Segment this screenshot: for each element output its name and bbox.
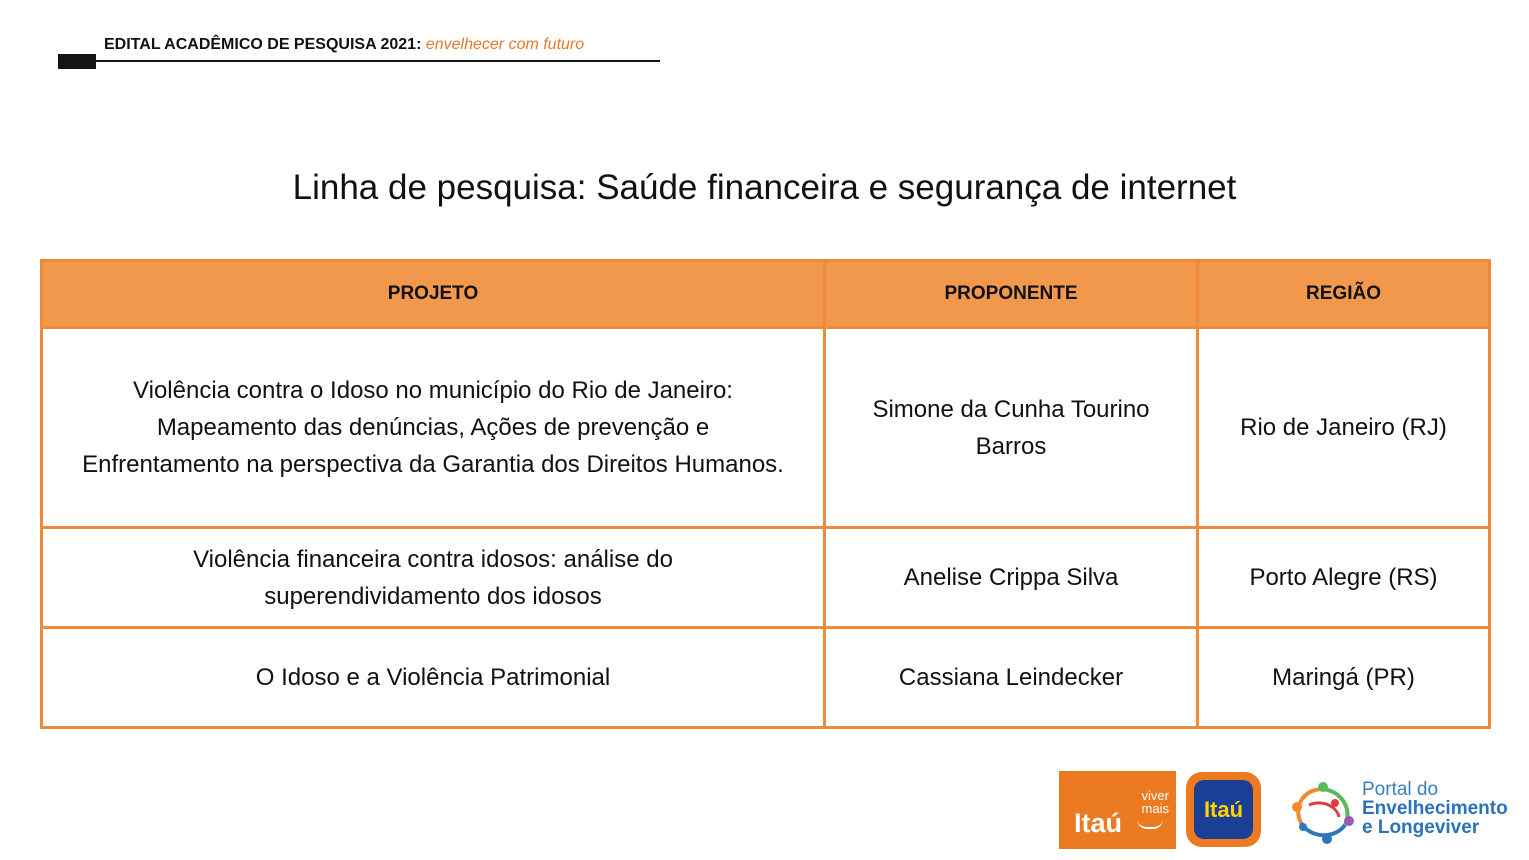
sponsor-logos: [1059, 771, 1519, 851]
projeto-line: Mapeamento das denúncias, Ações de prevenção e: [156, 414, 710, 441]
projeto-line: Violência financeira contra idosos: análise do: [193, 545, 673, 573]
header-italic-text: envelhecer com futuro: [425, 36, 585, 53]
regiao-cell: Porto Alegre (RS): [1198, 528, 1490, 628]
table-row: [42, 628, 1490, 728]
projeto-line: Enfrentamento na perspectiva da Garantia dos Direitos Humanos.: [82, 451, 784, 478]
slide-header: [58, 34, 660, 72]
projeto-cell: [42, 328, 825, 528]
proponente-line: Cassiana Leindecker: [898, 664, 1124, 691]
header-bold-text: EDITAL ACADÊMICO DE PESQUISA 2021:: [104, 36, 422, 53]
page-title: Linha de pesquisa: Saúde financeira e segurança de internet: [292, 168, 1237, 207]
regiao-cell: Maringá (PR): [1198, 628, 1490, 728]
header-text: [104, 36, 584, 54]
table-row: [42, 328, 1490, 528]
portal-line3: e Longeviver: [1362, 817, 1480, 838]
projects-table: [40, 259, 1491, 729]
column-header-regiao: REGIÃO: [1198, 261, 1490, 328]
header-rule: [96, 60, 660, 62]
projeto-line: O Idoso e a Violência Patrimonial: [255, 664, 611, 691]
projeto-cell: [42, 528, 825, 628]
portal-line1: Portal do: [1362, 779, 1439, 800]
regiao-cell: Rio de Janeiro (RJ): [1198, 328, 1490, 528]
projeto-line: Violência contra o Idoso no município do Rio de Janeiro:: [133, 377, 733, 404]
portal-network-icon: [1283, 777, 1363, 847]
projeto-cell: [42, 628, 825, 728]
table-row: [42, 528, 1490, 628]
proponente-line: Simone da Cunha Tourino: [872, 395, 1150, 423]
projeto-line: superendividamento dos idosos: [264, 582, 602, 610]
viver-mais-tagline: [1129, 789, 1169, 815]
portal-line2: Envelhecimento: [1362, 798, 1508, 819]
itau-viver-mais-logo: [1059, 771, 1176, 849]
smile-arc-icon: [1137, 819, 1163, 829]
proponente-cell: [825, 628, 1198, 728]
proponente-cell: [825, 328, 1198, 528]
itau-viver-mais-brand: Itaú: [1074, 808, 1123, 838]
proponente-cell: [825, 528, 1198, 628]
column-header-proponente: PROPONENTE: [825, 261, 1198, 328]
proponente-line: Anelise Crippa Silva: [903, 564, 1119, 591]
portal-logo-text: [1362, 780, 1508, 837]
table-header-row: [42, 261, 1490, 328]
column-header-projeto: PROJETO: [42, 261, 825, 328]
tagline-mais: mais: [1141, 801, 1169, 816]
proponente-line: Barros: [975, 432, 1047, 460]
itau-logo-inner: Itaú: [1194, 780, 1253, 839]
itau-logo: [1186, 772, 1261, 847]
tagline-viver: viver: [1141, 788, 1169, 803]
header-block-mark: [58, 54, 96, 69]
